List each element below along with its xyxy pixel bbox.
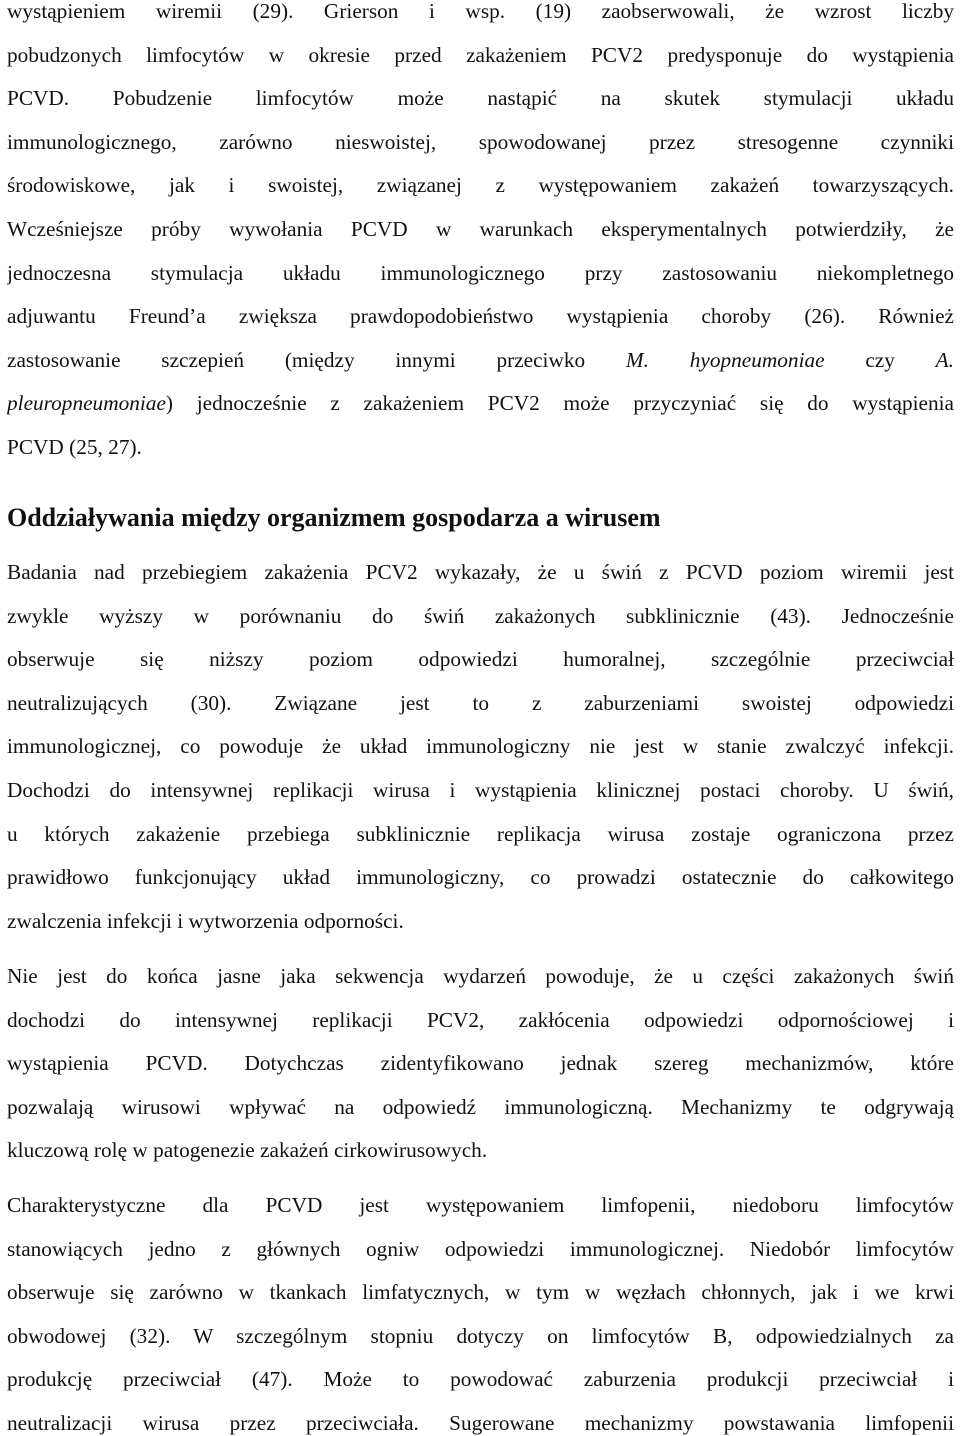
text-line: wystąpienia PCVD. Dotychczas zidentyfikowano jednak szereg mechanizmów, które (7, 1051, 954, 1076)
text-line: pleuropneumoniae) jednocześnie z zakażeniem PCV2 może przyczyniać się do wystąpienia (7, 391, 954, 416)
text-line: zwykle wyższy w porównaniu do świń zakażonych subklinicznie (43). Jednocześnie (7, 603, 954, 628)
text-line: neutralizacji wirusa przez przeciwciała. Sugerowane mechanizmy powstawania limfopenii (7, 1410, 954, 1435)
paragraph-4 (7, 1184, 954, 1436)
paragraph-2 (7, 551, 954, 943)
text-line: immunologicznej, co powoduje że układ immunologiczny nie jest w stanie zwalczyć infekcji. (7, 734, 954, 759)
text-line: Nie jest do końca jasne jaka sekwencja wydarzeń powoduje, że u części zakażonych świń (7, 964, 954, 988)
text-line: PCVD (25, 27). (7, 434, 142, 459)
section-heading: Oddziaływania między organizmem gospodarza a wirusem (7, 503, 661, 532)
text-line: kluczową rolę w patogenezie zakażeń cirkowirusowych. (7, 1138, 488, 1163)
text-line: u których zakażenie przebiega subklinicznie replikacja wirusa zostaje ograniczona przez (7, 821, 954, 846)
text-line: dochodzi do intensywnej replikacji PCV2, zakłócenia odpowiedzi odpornościowej i (7, 1007, 954, 1032)
paragraph-3 (7, 955, 954, 1173)
text-line: Charakterystyczne dla PCVD jest występowaniem limfopenii, niedoboru limfocytów (7, 1193, 954, 1217)
text-line: obserwuje się zarówno w tkankach limfatycznych, w tym w węzłach chłonnych, jak i we krwi (7, 1280, 954, 1305)
text-line: wystąpieniem wiremii (29). Grierson i wsp. (19) zaobserwowali, że wzrost liczby (7, 0, 954, 23)
text-line: obserwuje się niższy poziom odpowiedzi humoralnej, szczególnie przeciwciał (7, 647, 954, 672)
text-line: adjuwantu Freund’a zwiększa prawdopodobieństwo wystąpienia choroby (26). Również (7, 304, 954, 329)
text-line: środowiskowe, jak i swoistej, związanej z występowaniem zakażeń towarzyszących. (7, 173, 954, 198)
text-line: prawidłowo funkcjonujący układ immunologiczny, co prowadzi ostatecznie do całkowitego (7, 865, 954, 890)
text-line: zastosowanie szczepień (między innymi przeciwko M. hyopneumoniae czy A. (7, 347, 954, 372)
paragraph-1 (7, 0, 954, 470)
text-line: obwodowej (32). W szczególnym stopniu dotyczy on limfocytów B, odpowiedzialnych za (7, 1323, 954, 1348)
text-line: PCVD. Pobudzenie limfocytów może nastąpić na skutek stymulacji układu (7, 86, 954, 111)
text-line: pobudzonych limfocytów w okresie przed zakażeniem PCV2 predysponuje do wystąpienia (7, 42, 954, 67)
text-line: Dochodzi do intensywnej replikacji wirusa i wystąpienia klinicznej postaci choroby. U świń, (7, 777, 954, 802)
text-line: Wcześniejsze próby wywołania PCVD w warunkach eksperymentalnych potwierdziły, że (7, 216, 954, 241)
text-line: immunologicznego, zarówno nieswoistej, spowodowanej przez stresogenne czynniki (7, 129, 954, 154)
text-line: jednoczesna stymulacja układu immunologicznego przy zastosowaniu niekompletnego (7, 260, 954, 285)
text-line: zwalczenia infekcji i wytworzenia odporności. (7, 908, 404, 933)
text-line: pozwalają wirusowi wpływać na odpowiedź immunologiczną. Mechanizmy te odgrywają (7, 1094, 954, 1119)
text-line: produkcję przeciwciał (47). Może to powodować zaburzenia produkcji przeciwciał i (7, 1367, 954, 1392)
text-line: neutralizujących (30). Związane jest to z zaburzeniami swoistej odpowiedzi (7, 690, 954, 715)
text-line: stanowiących jedno z głównych ogniw odpowiedzi immunologicznej. Niedobór limfocytów (7, 1236, 954, 1261)
text-line: Badania nad przebiegiem zakażenia PCV2 wykazały, że u świń z PCVD poziom wiremii jest (7, 560, 954, 584)
